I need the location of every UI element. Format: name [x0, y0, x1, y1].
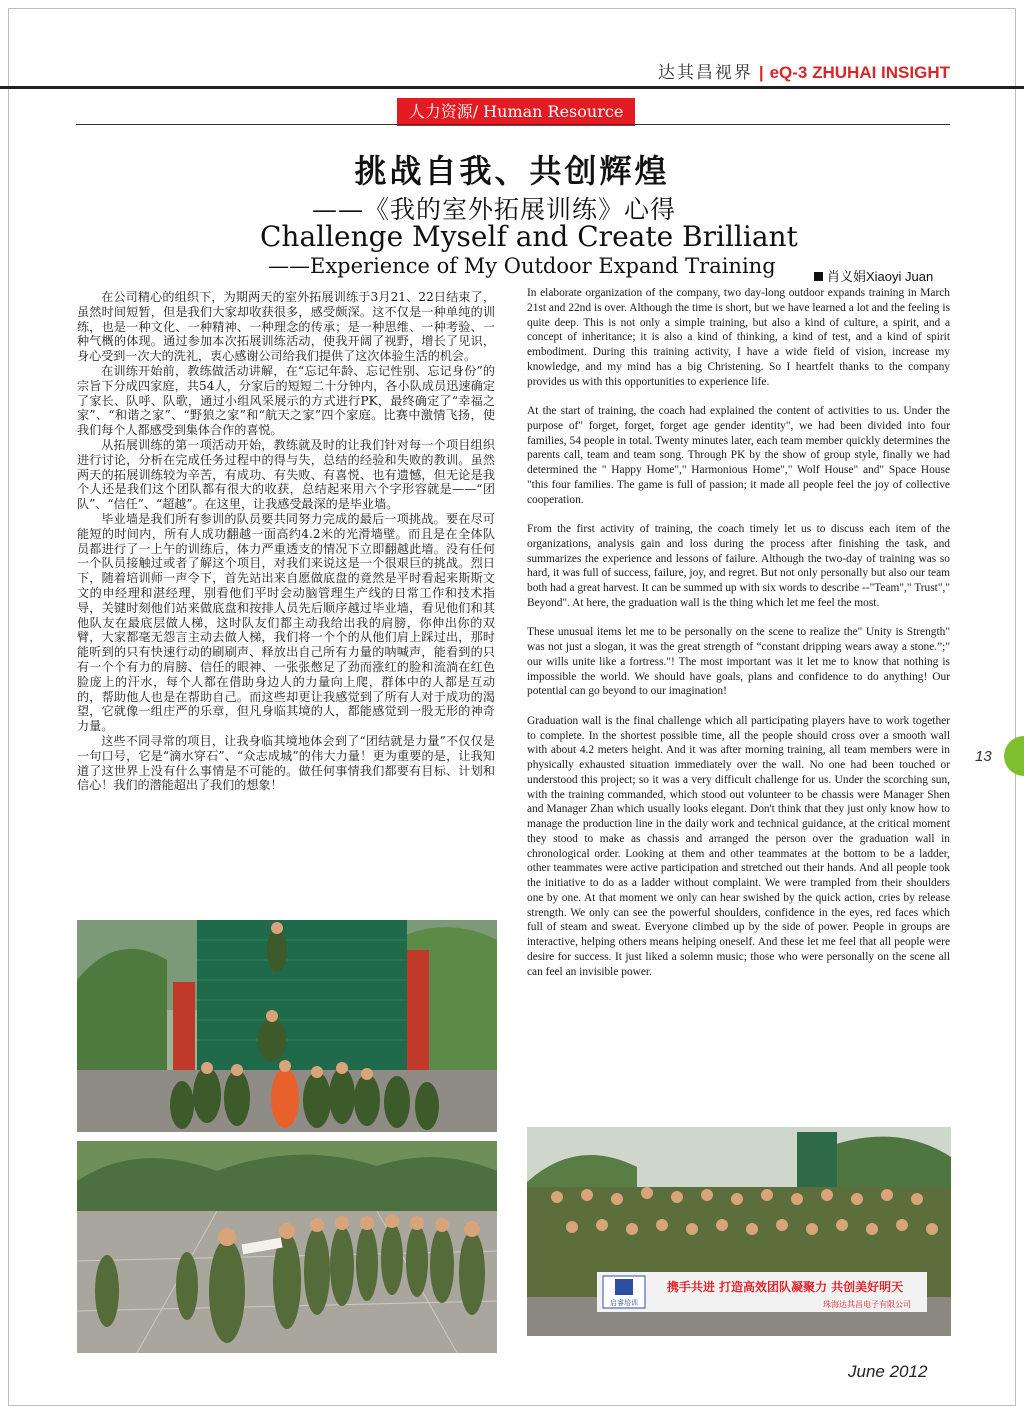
paragraph-cn: 在训练开始前，教练做活动讲解，在“忘记年龄、忘记性别、忘记身份”的宗旨下分成四家庭，共54人，分家后的短短二十分钟内，各小队成员迅速确定了家长、队呼、队歌，通过小组风采展示的方式进行PK，最终确定了“幸福之家”、“和谐之家”、“野狼之家”和“航天之家”四个家庭。比赛中激情飞扬，使我们每个人都感受到集体合作的喜悦。 — [77, 363, 495, 438]
banner-logo-text: 启睿培训 — [610, 1299, 638, 1307]
paragraph-en: At the start of training, the coach had explained the content of activities to us. Under the purpose of" forget, forget, forget age gender identity", we had been divided into four families, 54 people in total. Twenty minutes later, each team member quickly determines the parents call, team and team song. Through PK by the show of group style, finally we had determined the " Happy Home"," Harmonious Home"," Wolf House" and" Space House "this four families. The game is full of passion; it made all people feel the joy of collective cooperation. — [527, 405, 950, 506]
brand-en: eQ-3 ZHUHAI INSIGHT — [769, 63, 950, 82]
photo-team-activity — [77, 1141, 497, 1353]
body-column-cn — [77, 290, 495, 793]
paragraph-en: From the first activity of training, the coach timely let us to discuss each item of the organizations, analysis gain and loss during the process after finishing the task, and summarizes the experience and lessons of failure. Although the two-day of training was so hard, it was full of success, failure, joy, and regret. But not only personally but also our team both had a great harvest. It can be summed up with six words to describe --"Team"," Trust"," Beyond". At here, the graduation wall is the thing which let me feel the most. — [527, 523, 950, 609]
section-rule — [76, 124, 950, 125]
brand-separator: | — [758, 63, 764, 82]
author-name: 肖义娟Xiaoyi Juan — [827, 269, 934, 284]
paragraph-en: Graduation wall is the final challenge which all participating players have to work together to complete. In the shortest possible time, all the people should cross over a smooth wall with about 4.2 meters height. And it was after morning training, all team members were in physically exhausted situation immediately over the wall. No one had been touched or understood this project; so it was a very difficult challenge for us. Under the scorching sun, with the training commanded, which stood out volunteer to be chassis were Manager Shen and Manager Zhan which usually looks elegant. Don't think that they just only know how to manage the production line in the daily work and technical guidance, at the critical moment they stood to make as chassis and arranged the person over the graduation wall in chronological order. Looking at them and other teammates at the bottom to be a ladder, other teammates were active participation and stretched out their hands. And all people took the initiative to do as a ladder without complaint. We were trampled from their shoulders one by one. At that moment we only can hear swished by the quick action, cries by release strength. We only can see the powerful shoulders, confidence in the eyes, red faces which full of steam and sweat. Everyone climbed up by the side of power. People in groups are interactive, helping others means helping oneself. And these let me feel that all people were desire for success. It just liked a solemn music; those who were personally on the scene all can feel an invisible power. — [527, 714, 950, 978]
paragraph-en: These unusual items let me to be personally on the scene to realize the" Unity is Strength" was not just a slogan, it was the great strength of “constant dripping wears away a stone.”;" our wills unite like a fortress."! The most important was it let me to know that nothing is impossible the world. We should have goals, plans and confidence to do anything! Our potential can go beyond to our imagination! — [527, 626, 950, 698]
body-column-en — [527, 286, 950, 979]
paragraph-cn: 毕业墙是我们所有参训的队员要共同努力完成的最后一项挑战。要在尽可能短的时间内，所有人成功翻越一面高约4.2米的光滑墙壁。而且是在全体队员都进行了一上午的训练后，体力严重透支的情况下立即翻越此墙。没有任何一个队员接触过或者了解这个项目，对我们来说这是一个很艰巨的挑战。烈日下，随着培训师一声令下，首先站出来自愿做底盘的竟然是平时看起来斯斯文文的申经理和湛经理，别看他们平时会动脑管理生产线的日常工作和技术指导，关键时刻他们站来做底盘和按排人员先后顺序越过毕业墙，看见他们和其他队友在最底层做人梯，这时队友们都主动我给出我的肩膀，你伸出你的双臂，大家都毫无怨言主动去做人梯，我们将一个个的从他们肩上踩过出，那时能听到的只有快速行动的刷刷声、释放出自己所有力量的呐喊声，能看到的只有一个个有力的肩膀、信任的眼神、一张张憋足了劲而涨红的脸和流淌在红色脸庞上的汗水，每个人都在借助身边人的力量向上爬，群体中的人都是互动的，帮助他人也是在帮助自己。而这些却更让我感觉到了所有人对于成功的渴望，它就像一组庄严的乐章，但凡身临其境的人，都能感觉到一股无形的神奇力量。 — [77, 511, 495, 734]
paragraph-cn: 在公司精心的组织下，为期两天的室外拓展训练于3月21、22日结束了，虽然时间短暂，但是我们大家却收获很多，感受颇深。这不仅是一种单纯的训练，也是一种文化、一种精神、一种理念的传承；是一种思维、一种考验、一种气概的体现。通过参加本次拓展训练活动，使我开阔了视野，增长了见识，身心受到一次大的洗礼，衷心感谢公司给我们提供了这次体验生活的机会。 — [77, 290, 495, 364]
section-tag: 人力资源/ Human Resource — [397, 98, 635, 126]
header — [0, 52, 1024, 88]
header-rule — [0, 86, 1024, 89]
bullet-square-icon — [814, 272, 823, 281]
article-title-en: Challenge Myself and Create Brilliant — [260, 220, 798, 253]
banner-company-text: 珠海达其昌电子有限公司 — [823, 1300, 911, 1309]
paragraph-cn: 从拓展训练的第一项活动开始，教练就及时的让我们针对每一个项目组织进行讨论，分析在完成任务过程中的得与失，总结的经验和失败的教训。虽然两天的拓展训练较为辛苦，有成功、有失败、有喜悦、也有遗憾，但无论是我个人还是我们这个团队都有很大的收获，总结起来用六个字形容就是——“团队”、“信任”、“超越”。在这里，让我感受最深的是毕业墙。 — [77, 437, 495, 512]
photo-group-banner — [527, 1127, 951, 1336]
article-title-cn: 挑战自我、共创辉煌 — [354, 152, 670, 190]
article-subtitle-cn: ——《我的室外拓展训练》心得 — [312, 195, 677, 224]
issue-date: June 2012 — [848, 1362, 928, 1381]
magazine-brand — [658, 58, 950, 83]
photo-graduation-wall — [77, 920, 497, 1132]
brand-cn: 达其昌视界 — [657, 63, 753, 83]
paragraph-cn: 这些不同寻常的项目，让我身临其境地体会到了“团结就是力量”不仅仅是一句口号，它是“滴水穿石”、“众志成城”的伟大力量！更为重要的是，让我知道了这世界上没有什么事情是不可能的。做任何事情我们都要有目标、计划和信心！我们的潜能超出了我们的想象！ — [77, 733, 495, 793]
author-byline — [814, 266, 933, 285]
page-number: 13 — [975, 748, 992, 765]
banner-main-text: 携手共进 打造高效团队凝聚力 共创美好明天 — [666, 1280, 904, 1294]
paragraph-en: In elaborate organization of the company, two day-long outdoor expands training in March 21st and 22nd is over. Although the time is short, but we have learned a lot and the feeling is quite deep. This is not only a simple training, but also a kind of culture, a spirit, and a concept of inheritance; it is also a kind of thinking, a kind of test, and a kind of spirit embodiment. During this training activity, I have a wide field of vision, increase my knowledge, and my mind has a big Christening. So I heartfelt thanks to the company provides us with this opportunities to experience life. — [527, 287, 950, 388]
article-subtitle-en: ——Experience of My Outdoor Expand Training — [268, 254, 776, 278]
